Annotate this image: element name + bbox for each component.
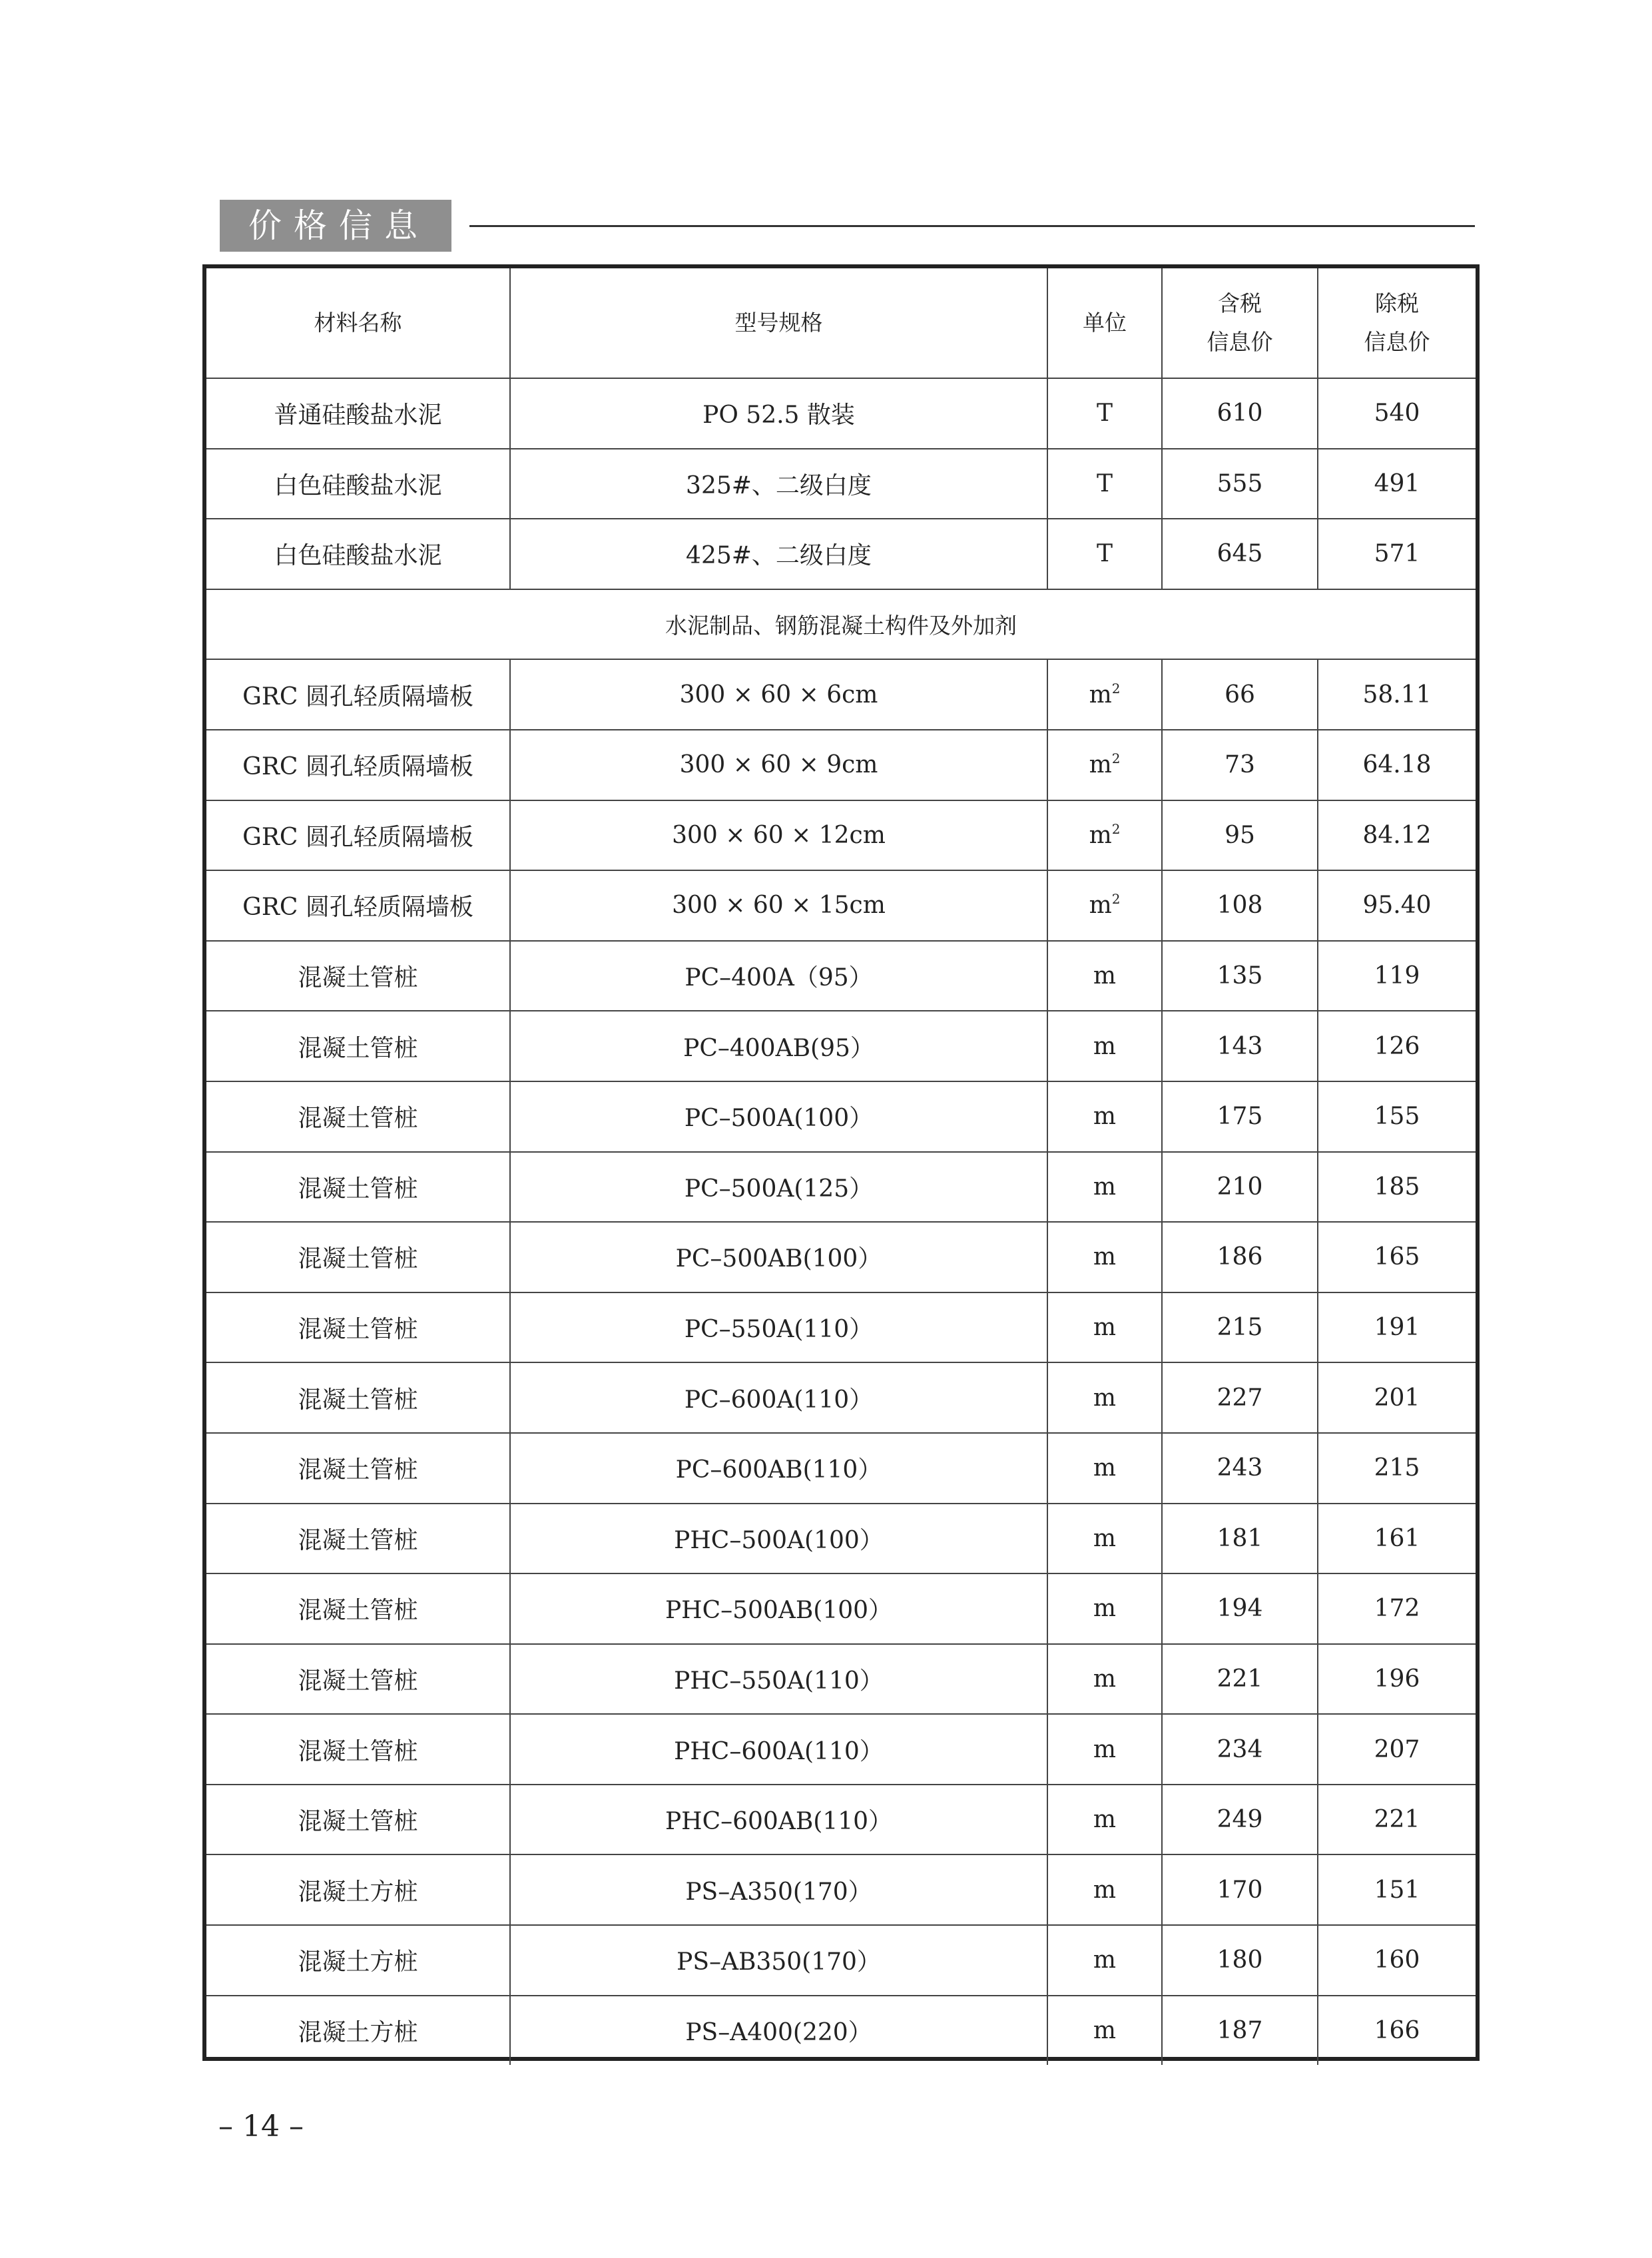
cell-price-tax-exclusive: 151 xyxy=(1318,1854,1476,1925)
cell-price-tax-inclusive: 187 xyxy=(1162,1996,1318,2066)
cell-unit: T xyxy=(1047,449,1162,519)
unit-base: m xyxy=(1089,892,1112,920)
cell-price-tax-inclusive: 210 xyxy=(1162,1152,1318,1223)
table-row xyxy=(206,659,1476,730)
cell-price-tax-exclusive: 571 xyxy=(1318,519,1476,589)
cell-material-name: GRC 圆孔轻质隔墙板 xyxy=(206,659,510,730)
cell-spec: 325#、二级白度 xyxy=(510,449,1047,519)
table-row xyxy=(206,1081,1476,1152)
cell-price-tax-inclusive: 73 xyxy=(1162,730,1318,800)
cell-price-tax-inclusive: 95 xyxy=(1162,800,1318,871)
table-row xyxy=(206,449,1476,519)
cell-spec: PS–A400(220） xyxy=(510,1996,1047,2066)
cell-material-name: 混凝土方桩 xyxy=(206,1996,510,2066)
unit-superscript: 2 xyxy=(1111,820,1121,837)
cell-price-tax-inclusive: 194 xyxy=(1162,1573,1318,1644)
cell-price-tax-exclusive: 58.11 xyxy=(1318,659,1476,730)
cell-unit: m xyxy=(1047,1573,1162,1644)
cell-price-tax-exclusive: 160 xyxy=(1318,1925,1476,1996)
column-header-tax-inclusive-line2: 信息价 xyxy=(1207,329,1273,355)
cell-price-tax-exclusive: 172 xyxy=(1318,1573,1476,1644)
cell-spec: 300 × 60 × 6cm xyxy=(510,659,1047,730)
table-row xyxy=(206,1573,1476,1644)
cell-price-tax-exclusive: 155 xyxy=(1318,1081,1476,1152)
cell-spec: PC–500A(125） xyxy=(510,1152,1047,1223)
cell-material-name: 混凝土管桩 xyxy=(206,1433,510,1504)
cell-unit xyxy=(1047,800,1162,871)
cell-unit: m xyxy=(1047,1011,1162,1081)
cell-price-tax-exclusive: 185 xyxy=(1318,1152,1476,1223)
cell-price-tax-exclusive: 95.40 xyxy=(1318,870,1476,941)
cell-unit: m xyxy=(1047,1785,1162,1855)
cell-unit: m xyxy=(1047,1152,1162,1223)
cell-material-name: 混凝土方桩 xyxy=(206,1925,510,1996)
cell-spec: 300 × 60 × 9cm xyxy=(510,730,1047,800)
cell-price-tax-inclusive: 66 xyxy=(1162,659,1318,730)
cell-unit xyxy=(1047,870,1162,941)
unit-base: m xyxy=(1089,821,1112,849)
cell-price-tax-exclusive: 161 xyxy=(1318,1504,1476,1574)
category-label: 水泥制品、钢筋混凝土构件及外加剂 xyxy=(206,589,1476,660)
cell-price-tax-inclusive: 249 xyxy=(1162,1785,1318,1855)
column-header-spec: 型号规格 xyxy=(510,268,1047,378)
cell-spec: PC–500AB(100） xyxy=(510,1222,1047,1292)
cell-material-name: 混凝土管桩 xyxy=(206,1011,510,1081)
table-row xyxy=(206,1714,1476,1785)
cell-material-name: 混凝土管桩 xyxy=(206,1152,510,1223)
cell-material-name: 白色硅酸盐水泥 xyxy=(206,449,510,519)
table-row xyxy=(206,870,1476,941)
cell-price-tax-exclusive: 126 xyxy=(1318,1011,1476,1081)
table-row xyxy=(206,1504,1476,1574)
cell-price-tax-inclusive: 170 xyxy=(1162,1854,1318,1925)
cell-unit: m xyxy=(1047,941,1162,1011)
column-header-tax-exclusive xyxy=(1318,268,1476,378)
cell-price-tax-exclusive: 64.18 xyxy=(1318,730,1476,800)
cell-spec: PHC–550A(110） xyxy=(510,1644,1047,1715)
unit-base: m xyxy=(1089,751,1112,779)
cell-price-tax-exclusive: 191 xyxy=(1318,1292,1476,1363)
cell-material-name: 普通硅酸盐水泥 xyxy=(206,378,510,449)
cell-material-name: 混凝土管桩 xyxy=(206,1785,510,1855)
cell-spec: 300 × 60 × 12cm xyxy=(510,800,1047,871)
cell-spec: PC–600A(110） xyxy=(510,1362,1047,1433)
unit-superscript: 2 xyxy=(1111,891,1121,908)
cell-price-tax-exclusive: 196 xyxy=(1318,1644,1476,1715)
cell-price-tax-inclusive: 645 xyxy=(1162,519,1318,589)
column-header-name: 材料名称 xyxy=(206,268,510,378)
table-row xyxy=(206,1996,1476,2066)
cell-unit: m xyxy=(1047,1081,1162,1152)
column-header-tax-exclusive-line2: 信息价 xyxy=(1364,329,1430,355)
cell-price-tax-exclusive: 540 xyxy=(1318,378,1476,449)
cell-unit: m xyxy=(1047,1925,1162,1996)
cell-unit: m xyxy=(1047,1292,1162,1363)
cell-price-tax-inclusive: 181 xyxy=(1162,1504,1318,1574)
category-row xyxy=(206,589,1476,660)
cell-material-name: 混凝土管桩 xyxy=(206,1292,510,1363)
table-row xyxy=(206,1644,1476,1715)
column-header-tax-exclusive-line1: 除税 xyxy=(1375,290,1419,316)
page-number: – 14 – xyxy=(218,2110,304,2143)
cell-spec: PHC–600AB(110） xyxy=(510,1785,1047,1855)
cell-spec: PHC–600A(110） xyxy=(510,1714,1047,1785)
cell-unit: m xyxy=(1047,1854,1162,1925)
cell-material-name: 混凝土管桩 xyxy=(206,1362,510,1433)
cell-price-tax-exclusive: 166 xyxy=(1318,1996,1476,2066)
unit-base: m xyxy=(1089,681,1112,708)
cell-material-name: 混凝土管桩 xyxy=(206,1222,510,1292)
cell-unit: m xyxy=(1047,1996,1162,2066)
cell-material-name: 混凝土管桩 xyxy=(206,1504,510,1574)
table-body xyxy=(206,378,1476,2065)
price-table-frame xyxy=(202,264,1480,2061)
table-header-row xyxy=(206,268,1476,378)
cell-price-tax-inclusive: 555 xyxy=(1162,449,1318,519)
cell-material-name: GRC 圆孔轻质隔墙板 xyxy=(206,870,510,941)
table-row xyxy=(206,1222,1476,1292)
unit-superscript: 2 xyxy=(1111,680,1121,697)
cell-price-tax-exclusive: 207 xyxy=(1318,1714,1476,1785)
table-row xyxy=(206,1292,1476,1363)
table-row xyxy=(206,1785,1476,1855)
cell-price-tax-exclusive: 119 xyxy=(1318,941,1476,1011)
cell-spec: PS–AB350(170） xyxy=(510,1925,1047,1996)
table-row xyxy=(206,1011,1476,1081)
cell-spec: PC–550A(110） xyxy=(510,1292,1047,1363)
column-header-unit: 单位 xyxy=(1047,268,1162,378)
cell-material-name: 白色硅酸盐水泥 xyxy=(206,519,510,589)
cell-material-name: GRC 圆孔轻质隔墙板 xyxy=(206,800,510,871)
cell-price-tax-inclusive: 243 xyxy=(1162,1433,1318,1504)
cell-unit: m xyxy=(1047,1433,1162,1504)
cell-price-tax-exclusive: 491 xyxy=(1318,449,1476,519)
cell-unit: T xyxy=(1047,519,1162,589)
cell-price-tax-inclusive: 227 xyxy=(1162,1362,1318,1433)
cell-spec: PHC–500A(100） xyxy=(510,1504,1047,1574)
cell-price-tax-exclusive: 215 xyxy=(1318,1433,1476,1504)
cell-price-tax-inclusive: 143 xyxy=(1162,1011,1318,1081)
table-row xyxy=(206,1152,1476,1223)
cell-price-tax-exclusive: 84.12 xyxy=(1318,800,1476,871)
column-header-tax-inclusive xyxy=(1162,268,1318,378)
cell-price-tax-inclusive: 135 xyxy=(1162,941,1318,1011)
cell-spec: PC–400A（95） xyxy=(510,941,1047,1011)
cell-spec: PC–400AB(95） xyxy=(510,1011,1047,1081)
table-row xyxy=(206,800,1476,871)
table-row xyxy=(206,730,1476,800)
cell-price-tax-inclusive: 175 xyxy=(1162,1081,1318,1152)
table-row xyxy=(206,1433,1476,1504)
cell-unit: m xyxy=(1047,1362,1162,1433)
cell-price-tax-inclusive: 234 xyxy=(1162,1714,1318,1785)
cell-material-name: 混凝土管桩 xyxy=(206,1081,510,1152)
cell-spec: 425#、二级白度 xyxy=(510,519,1047,589)
table-row xyxy=(206,1925,1476,1996)
cell-price-tax-exclusive: 165 xyxy=(1318,1222,1476,1292)
header-divider xyxy=(469,225,1475,227)
table-row xyxy=(206,1854,1476,1925)
cell-price-tax-inclusive: 186 xyxy=(1162,1222,1318,1292)
cell-spec: PHC–500AB(100） xyxy=(510,1573,1047,1644)
cell-spec: PS–A350(170） xyxy=(510,1854,1047,1925)
cell-price-tax-inclusive: 610 xyxy=(1162,378,1318,449)
cell-material-name: 混凝土管桩 xyxy=(206,1644,510,1715)
table-row xyxy=(206,519,1476,589)
cell-material-name: 混凝土管桩 xyxy=(206,1573,510,1644)
cell-unit: m xyxy=(1047,1222,1162,1292)
cell-spec: PO 52.5 散装 xyxy=(510,378,1047,449)
cell-spec: PC–500A(100） xyxy=(510,1081,1047,1152)
table-row xyxy=(206,1362,1476,1433)
cell-spec: PC–600AB(110） xyxy=(510,1433,1047,1504)
cell-unit xyxy=(1047,730,1162,800)
cell-price-tax-inclusive: 108 xyxy=(1162,870,1318,941)
cell-material-name: 混凝土方桩 xyxy=(206,1854,510,1925)
cell-unit xyxy=(1047,659,1162,730)
cell-price-tax-inclusive: 215 xyxy=(1162,1292,1318,1363)
cell-price-tax-inclusive: 221 xyxy=(1162,1644,1318,1715)
cell-material-name: 混凝土管桩 xyxy=(206,941,510,1011)
section-title: 价格信息 xyxy=(220,200,451,252)
cell-material-name: GRC 圆孔轻质隔墙板 xyxy=(206,730,510,800)
cell-price-tax-exclusive: 221 xyxy=(1318,1785,1476,1855)
cell-spec: 300 × 60 × 15cm xyxy=(510,870,1047,941)
cell-unit: m xyxy=(1047,1714,1162,1785)
table-row xyxy=(206,941,1476,1011)
section-header xyxy=(220,200,1475,252)
cell-unit: m xyxy=(1047,1644,1162,1715)
column-header-tax-inclusive-line1: 含税 xyxy=(1218,290,1262,316)
cell-unit: m xyxy=(1047,1504,1162,1574)
cell-price-tax-inclusive: 180 xyxy=(1162,1925,1318,1996)
unit-superscript: 2 xyxy=(1111,750,1121,767)
cell-material-name: 混凝土管桩 xyxy=(206,1714,510,1785)
cell-price-tax-exclusive: 201 xyxy=(1318,1362,1476,1433)
price-table xyxy=(206,268,1476,2065)
table-row xyxy=(206,378,1476,449)
cell-unit: T xyxy=(1047,378,1162,449)
